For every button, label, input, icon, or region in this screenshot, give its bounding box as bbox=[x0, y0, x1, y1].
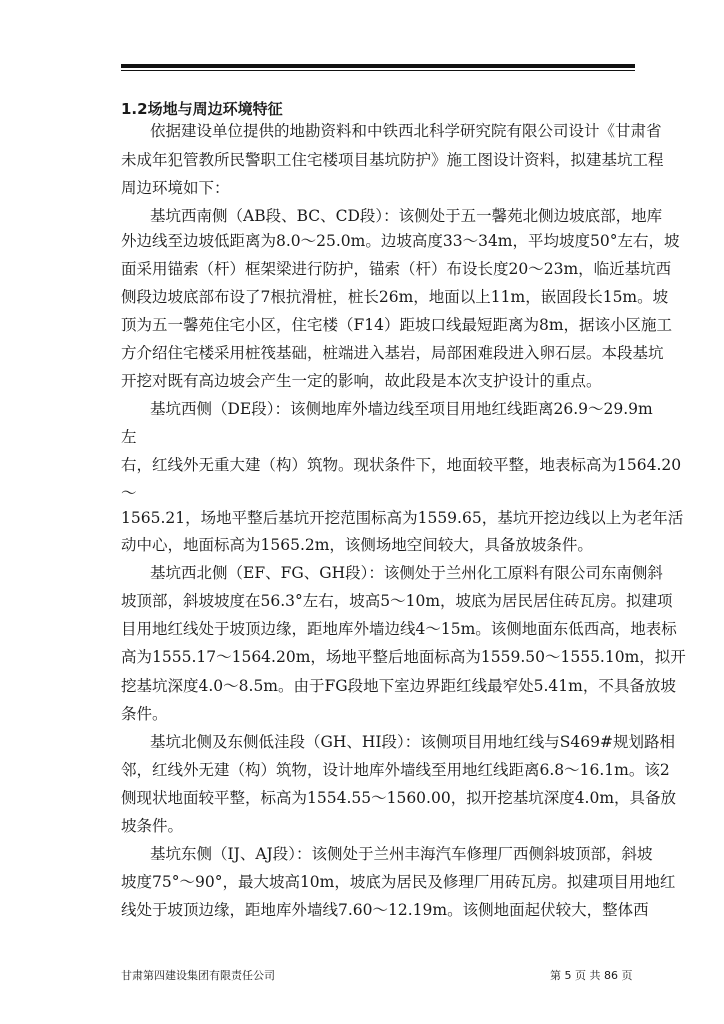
body-line: 顶为五一馨苑住宅小区，住宅楼（F14）距坡口线最短距离为8m，据该小区施工 bbox=[121, 316, 673, 334]
body-line: 未成年犯管教所民警职工住宅楼项目基坑防护》施工图设计资料，拟建基坑工程 bbox=[121, 151, 664, 169]
body-line: 坡条件。 bbox=[121, 817, 184, 835]
body-line: 挖基坑深度4.0～8.5m。由于FG段地下室边界距红线最窄处5.41m，不具备放坡 bbox=[121, 677, 676, 695]
body-line: ～ bbox=[121, 484, 137, 502]
body-line: 基坑东侧（IJ、AJ段）：该侧处于兰州丰海汽车修理厂西侧斜坡顶部，斜坡 bbox=[150, 845, 653, 863]
section-heading: 1.2场地与周边环境特征 bbox=[121, 100, 283, 118]
body-line: 基坑北侧及东侧低洼段（GH、HI段）：该侧项目用地红线与S469#规划路相 bbox=[150, 733, 675, 751]
body-line: 右，红线外无重大建（构）筑物。现状条件下，地面较平整，地表标高为1564.20 bbox=[121, 456, 682, 474]
body-line: 动中心，地面标高为1565.2m，该侧场地空间较大，具备放坡条件。 bbox=[121, 536, 593, 554]
body-line: 周边环境如下： bbox=[121, 179, 230, 197]
header-rule bbox=[121, 64, 635, 68]
body-line: 侧段边坡底部布设了7根抗滑桩，桩长26m，地面以上11m，嵌固段长15m。坡 bbox=[121, 288, 669, 306]
body-line: 面采用锚索（杆）框架梁进行防护，锚索（杆）布设长度20～23m，临近基坑西 bbox=[121, 260, 672, 278]
body-line: 依据建设单位提供的地勘资料和中铁西北科学研究院有限公司设计《甘肃省 bbox=[150, 122, 662, 140]
body-line: 侧现状地面较平整，标高为1554.55～1560.00，拟开挖基坑深度4.0m，具备放 bbox=[121, 789, 677, 807]
body-line: 开挖对既有高边坡会产生一定的影响，故此段是本次支护设计的重点。 bbox=[121, 372, 602, 390]
header-rule-thin bbox=[121, 70, 635, 71]
body-line: 高为1555.17～1564.20m，场地平整后地面标高为1559.50～1555.10m，拟开 bbox=[121, 648, 686, 666]
body-line: 基坑西南侧（AB段、BC、CD段）：该侧处于五一馨苑北侧边坡底部，地库 bbox=[150, 207, 663, 225]
body-line: 条件。 bbox=[121, 705, 168, 723]
body-line: 1565.21，场地平整后基坑开挖范围标高为1559.65，基坑开挖边线以上为老年活 bbox=[121, 509, 684, 527]
body-line: 方介绍住宅楼采用桩筏基础，桩端进入基岩，局部困难段进入卵石层。本段基坑 bbox=[121, 344, 664, 362]
body-line: 线处于坡顶边缘，距地库外墙线7.60～12.19m。该侧地面起伏较大，整体西 bbox=[121, 901, 649, 919]
body-line: 坡度75°～90°，最大坡高10m，坡底为居民及修理厂用砖瓦房。拟建项目用地红 bbox=[121, 873, 676, 891]
body-line: 左 bbox=[121, 428, 137, 446]
body-line: 外边线至边坡低距离为8.0～25.0m。边坡高度33～34m，平均坡度50°左右，坡 bbox=[121, 232, 680, 250]
body-line: 基坑西侧（DE段）：该侧地库外墙边线至项目用地红线距离26.9～29.9m bbox=[150, 400, 653, 418]
footer-page-number: 第 5 页 共 86 页 bbox=[550, 969, 633, 982]
body-line: 目用地红线处于坡顶边缘，距地库外墙边线4～15m。该侧地面东低西高，地表标 bbox=[121, 620, 677, 638]
body-line: 基坑西北侧（EF、FG、GH段）：该侧处于兰州化工原料有限公司东南侧斜 bbox=[150, 564, 663, 582]
footer-company: 甘肃第四建设集团有限责任公司 bbox=[121, 969, 275, 982]
body-line: 坡顶部，斜坡坡度在56.3°左右，坡高5～10m，坡底为居民居住砖瓦房。拟建项 bbox=[121, 592, 673, 610]
body-line: 邻，红线外无建（构）筑物，设计地库外墙线至用地红线距离6.8～16.1m。该2 bbox=[121, 761, 670, 779]
